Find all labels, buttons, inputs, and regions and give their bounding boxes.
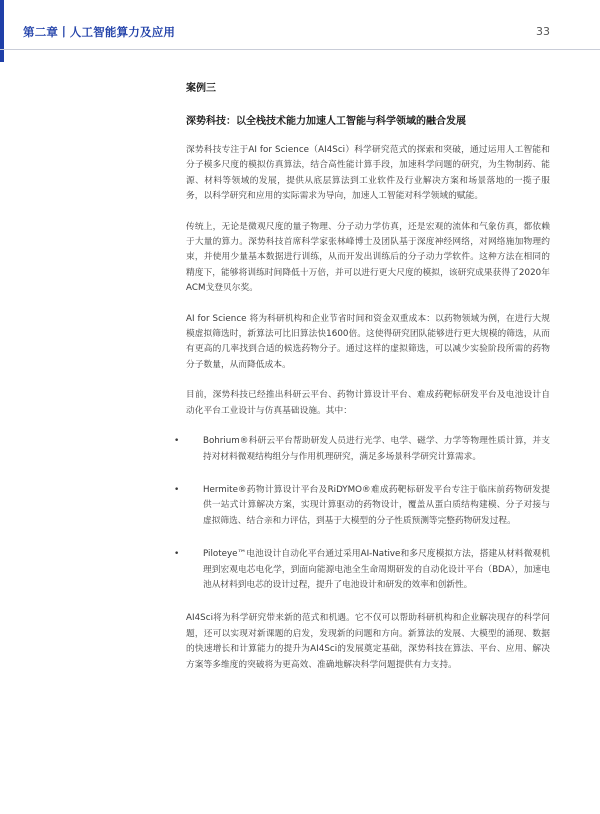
header-accent-bar — [0, 0, 4, 62]
paragraph-platforms: 目前，深势科技已经推出科研云平台、药物计算设计平台、难成药靶标研发平台及电池设计自动化平台工业设计与仿真基础设施。其中： — [186, 390, 550, 416]
bullet-text: Hermite®药物计算设计平台及RiDYMO®难成药靶标研发平台专注于临床前药物研发提供一站式计算解决方案，实现计算驱动的药物设计，覆盖从蛋白质结构建模、分子对接与虚拟筛选、结合亲和力评估，到基于大模型的分子性质预测等完整药物研发过程。 — [203, 484, 550, 526]
platform-list — [174, 434, 550, 593]
section-title: 深势科技：以全栈技术能力加速人工智能与科学领域的融合发展 — [186, 116, 466, 127]
paragraph-cost: AI for Science 将为科研机构和企业节省时间和资金双重成本：以药物领域为例，在进行大规模虚拟筛选时，新算法可比旧算法快1600倍。这使得研究团队能够进行更大规模的筛选，从而有更高的几率找到合适的候选药物分子。通过这样的虚拟筛选，可以减少实验阶段所需的药物分子数量，从而降低成本。 — [186, 313, 550, 370]
bullet-icon: • — [174, 549, 180, 560]
bullet-text: Piloteye™电池设计自动化平台通过采用AI-Native和多尺度模拟方法，搭建从材料微观机理到宏观电芯电化学，到面向能源电池全生命周期研发的自动化设计平台（BDA），加速电池从材料到电芯的设计过程，提升了电池设计和研发的效率和创新性。 — [203, 549, 550, 590]
paragraph-intro: 深势科技专注于AI for Science（AI4Sci）科学研究范式的探索和突破，通过运用人工智能和分子模多尺度的模拟仿真算法，结合高性能计算手段，加速科学问题的研究，为生物制药、能源、材料等领域的发展，提供从底层算法到工业软件及行业解决方案和场景落地的一揽子服务，以科学研究和应用的实际需求为导向，加速人工智能对科学领域的赋能。 — [186, 145, 550, 202]
list-item — [174, 434, 550, 465]
paragraph-closing: AI4Sci将为科学研究带来新的范式和机遇。它不仅可以帮助科研机构和企业解决现存的科学问题，还可以实现对新课题的启发，发现新的问题和方向。新算法的发展、大模型的涌现、数据的快速增长和计算能力的提升为AI4Sci的发展奠定基础，深势科技在算法、平台、应用、解决方案等多维度的突破将为更高效、准确地解决科学问题提供有力支持。 — [186, 613, 550, 670]
bullet-icon: • — [174, 484, 180, 495]
bullet-text: Bohrium®科研云平台帮助研发人员进行光学、电学、磁学、力学等物理性质计算，并支持对材料微观结构组分与作用机理研究，满足多场景科学研究计算需求。 — [203, 436, 550, 462]
paragraph-tradition: 传统上，无论是微观尺度的量子物理、分子动力学仿真，还是宏观的流体和气象仿真，都依赖于大量的算力。深势科技首席科学家张林峰博士及团队基于深度神经网络，对网络施加物理约束，并使用少量基本数据进行训练，从而开发出训练后的分子动力学软件。这种方法在相同的精度下，能够将训练时间降低十万倍，并可以进行更大尺度的模拟，该研究成果获得了2020年ACM戈登贝尔奖。 — [186, 221, 550, 294]
chapter-title: 第二章丨人工智能算力及应用 — [23, 25, 176, 39]
list-item — [174, 483, 550, 529]
header-divider — [0, 49, 600, 50]
case-label: 案例三 — [186, 83, 216, 94]
list-item — [174, 547, 550, 593]
case-study-content — [174, 82, 550, 688]
page-header — [0, 0, 600, 62]
bullet-icon: • — [174, 436, 180, 447]
page-number: 33 — [536, 25, 550, 38]
